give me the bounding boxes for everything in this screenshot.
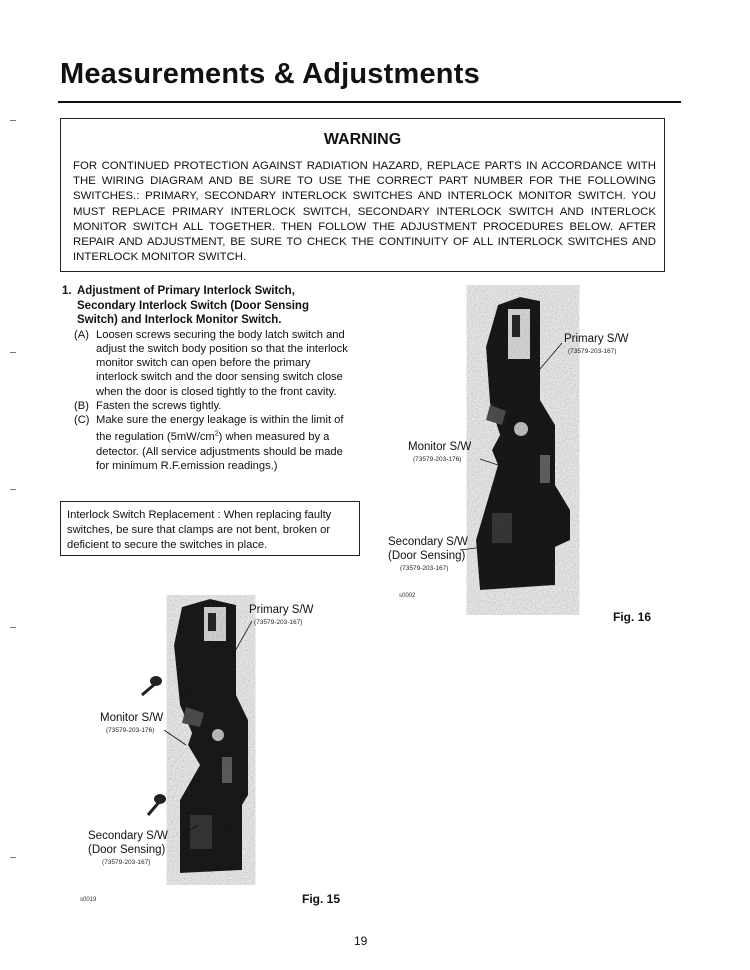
section-heading-line: Secondary Interlock Switch (Door Sensing (77, 299, 309, 312)
note-text: Interlock Switch Replacement : When replacing faulty switches, be sure that clamps are not bent, broken or deficient to secure the switches in place. (67, 509, 332, 551)
step-label: (A) (74, 328, 89, 341)
page-title: Measurements & Adjustments (60, 58, 480, 90)
step-text-part: Make sure the energy leakage is within the limit of the regulation (5mW/cm (96, 414, 344, 444)
fig16-monitor-label: Monitor S/W (408, 441, 472, 453)
step-c (62, 413, 354, 473)
fig16-primary-label: Primary S/W (564, 333, 629, 345)
fig16-code: s0002 (399, 593, 416, 599)
fig15-secondary-part: (73579-203-167) (102, 859, 151, 866)
section-heading-line: Switch) and Interlock Monitor Switch. (77, 314, 282, 326)
fig15-primary-part: (73579-203-167) (254, 619, 303, 626)
step-label: (B) (74, 399, 89, 412)
fig16-secondary-label: (Door Sensing) (388, 550, 466, 562)
fig16-label: Fig. 16 (613, 610, 652, 624)
warning-box (60, 118, 665, 272)
fig15-code: s0019 (80, 897, 97, 903)
fig15-monitor-part: (73579-203-176) (106, 727, 155, 734)
edge-mark (10, 627, 16, 628)
step-label: (C) (74, 414, 90, 427)
section-heading (62, 284, 354, 328)
fig15-secondary-label: (Door Sensing) (88, 844, 166, 856)
fig15-secondary-label: Secondary S/W (88, 830, 168, 842)
warning-title: WARNING (323, 131, 402, 148)
page-number: 19 (354, 934, 368, 948)
fig15-primary-label: Primary S/W (249, 604, 314, 616)
edge-mark (10, 489, 16, 490)
step-a (62, 328, 354, 399)
fig16-secondary-part: (73579-203-167) (400, 565, 449, 572)
fig15-monitor-label: Monitor S/W (100, 712, 164, 724)
edge-mark (10, 120, 16, 121)
edge-mark (10, 857, 16, 858)
step-text: Loosen screws securing the body latch switch and adjust the switch body position so that the interlock monitor switch can open before the primary interlock switch and the door sensing switch close when the door is closed tightly to the front cavity. (96, 328, 348, 398)
screw-icon (142, 676, 162, 695)
fig16-primary-part: (73579-203-167) (568, 348, 617, 355)
step-text (96, 414, 344, 472)
warning-text: FOR CONTINUED PROTECTION AGAINST RADIATION HAZARD, REPLACE PARTS IN ACCORDANCE WITH THE WIRING DIAGRAM AND BE SURE TO USE THE CORRECT PART NUMBER FOR THE FOLLOWING SWITCHES.: PRIMARY, SECONDARY INTERLOCK SWITCHES AND INTERLOCK MONITOR SWITCH. YOU MUST REPLACE PRIMARY INTERLOCK SWITCH, SECONDARY INTERLOCK SWITCH AND INTERLOCK MONITOR SWITCH ALL TOGETHER. THEN FOLLOW THE ADJUSTMENT PROCEDURES BELOW. AFTER REPAIR AND ADJUSTMENT, BE SURE TO CHECK THE CONTINUITY OF ALL INTERLOCK SWITCHES AND INTERLOCK MONITOR SWITCH. (73, 160, 656, 264)
adjustment-section (62, 284, 354, 473)
step-text: Fasten the screws tightly. (96, 399, 222, 412)
fig15-label: Fig. 15 (302, 892, 341, 906)
step-b (62, 399, 354, 413)
edge-mark (10, 352, 16, 353)
screw-icon (148, 794, 166, 815)
section-number: 1. (62, 285, 72, 297)
fig16-secondary-label: Secondary S/W (388, 536, 468, 548)
superscript: 2 (214, 430, 219, 438)
section-heading-line: Adjustment of Primary Interlock Switch, (77, 285, 295, 297)
note-box (60, 501, 360, 556)
step-text-part: ) when measured by a detector. (All service adjustments should be made for minimum R.F.emission readings.) (96, 431, 343, 472)
title-rule (58, 101, 681, 103)
fig16-monitor-part: (73579-203-176) (413, 456, 462, 463)
